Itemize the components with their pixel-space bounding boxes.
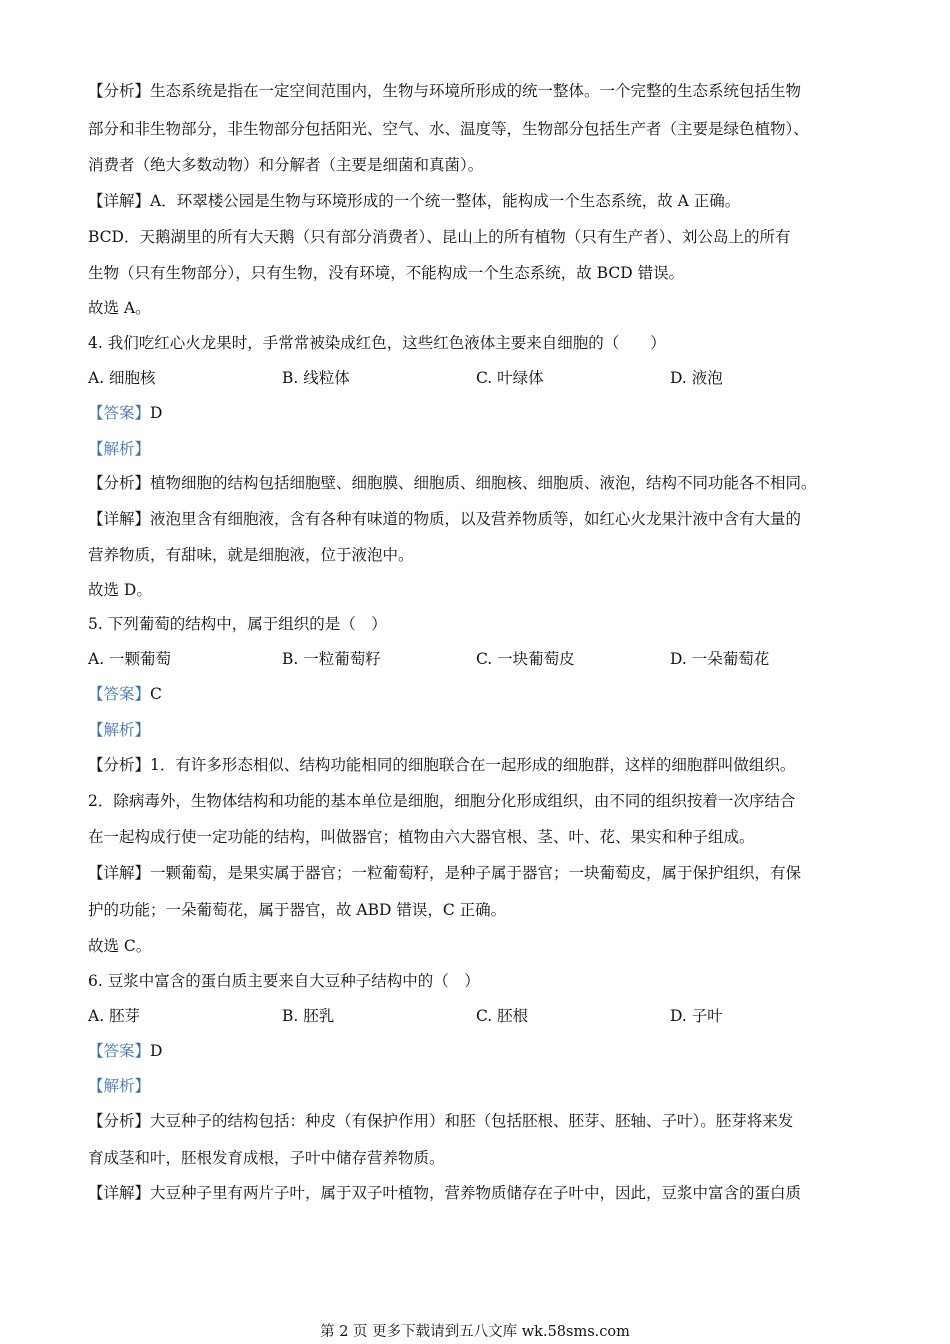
question-4-options	[88, 368, 868, 388]
text-line: 故选 A。	[88, 299, 151, 317]
text-line: 营养物质，有甜味，就是细胞液，位于液泡中。	[88, 546, 414, 564]
answer-value: D	[150, 404, 163, 422]
page-footer: 第 2 页 更多下载请到五八文库 wk.58sms.com	[320, 1324, 630, 1340]
answer-value: C	[150, 685, 162, 703]
question-6-options	[88, 1006, 868, 1026]
option-c: C. 一块葡萄皮	[476, 650, 575, 668]
text-line: 部分和非生物部分，非生物部分包括阳光、空气、水、温度等，生物部分包括生产者（主要是绿色植物）、	[88, 120, 809, 138]
answer-line	[88, 403, 162, 423]
analysis-tag: 【解析】	[88, 440, 151, 458]
option-d: D. 液泡	[670, 369, 723, 387]
option-a: A. 胚芽	[88, 1007, 141, 1025]
text-line: 【分析】植物细胞的结构包括细胞壁、细胞膜、细胞质、细胞核、细胞质、液泡，结构不同功能各不相同。	[88, 474, 817, 492]
text-line: 故选 D。	[88, 581, 152, 599]
text-line: 【分析】1．有许多形态相似、结构功能相同的细胞联合在一起形成的细胞群，这样的细胞群叫做组织。	[88, 756, 796, 774]
text-line: 2．除病毒外，生物体结构和功能的基本单位是细胞，细胞分化形成组织，由不同的组织按着一次序结合	[88, 792, 796, 810]
option-d: D. 一朵葡萄花	[670, 650, 770, 668]
text-line: 护的功能；一朵葡萄花，属于器官，故 ABD 错误，C 正确。	[88, 901, 507, 919]
option-b: B. 一粒葡萄籽	[282, 650, 381, 668]
text-line: 【详解】一颗葡萄，是果实属于器官；一粒葡萄籽，是种子属于器官；一块葡萄皮，属于保护组织，有保	[88, 864, 802, 882]
option-d: D. 子叶	[670, 1007, 723, 1025]
text-line: 【详解】A．环翠楼公园是生物与环境形成的一个统一整体，能构成一个生态系统，故 A 正确。	[88, 192, 741, 210]
option-c: C. 叶绿体	[476, 369, 544, 387]
question-4: 4. 我们吃红心火龙果时，手常常被染成红色，这些红色液体主要来自细胞的（ ）	[88, 334, 666, 352]
text-line: 消费者（绝大多数动物）和分解者（主要是细菌和真菌）。	[88, 156, 484, 174]
answer-line	[88, 1041, 162, 1061]
text-line: 【分析】生态系统是指在一定空间范围内，生物与环境所形成的统一整体。一个完整的生态系统包括生物	[88, 82, 802, 100]
text-line: 在一起构成行使一定功能的结构，叫做器官；植物由六大器官根、茎、叶、花、果实和种子组成。	[88, 828, 755, 846]
answer-line	[88, 684, 162, 704]
question-5: 5. 下列葡萄的结构中，属于组织的是（ ）	[88, 615, 387, 633]
question-5-options	[88, 649, 868, 669]
text-line: 故选 C。	[88, 937, 152, 955]
option-c: C. 胚根	[476, 1007, 529, 1025]
analysis-tag: 【解析】	[88, 721, 151, 739]
answer-value: D	[150, 1042, 163, 1060]
text-line: 【分析】大豆种子的结构包括：种皮（有保护作用）和胚（包括胚根、胚芽、胚轴、子叶）。胚芽将来发	[88, 1112, 794, 1130]
answer-tag: 【答案】	[88, 685, 151, 703]
answer-tag: 【答案】	[88, 1042, 151, 1060]
text-line: 【详解】液泡里含有细胞液，含有各种有味道的物质，以及营养物质等，如红心火龙果汁液中含有大量的	[88, 510, 802, 528]
option-b: B. 胚乳	[282, 1007, 335, 1025]
option-b: B. 线粒体	[282, 369, 350, 387]
text-line: 生物（只有生物部分），只有生物，没有环境，不能构成一个生态系统，故 BCD 错误。	[88, 264, 685, 282]
text-line: 育成茎和叶，胚根发育成根，子叶中储存营养物质。	[88, 1149, 445, 1167]
question-6: 6. 豆浆中富含的蛋白质主要来自大豆种子结构中的（ ）	[88, 972, 480, 990]
option-a: A. 细胞核	[88, 369, 156, 387]
answer-tag: 【答案】	[88, 404, 151, 422]
text-line: 【详解】大豆种子里有两片子叶，属于双子叶植物，营养物质储存在子叶中，因此，豆浆中富含的蛋白质	[88, 1184, 802, 1202]
option-a: A. 一颗葡萄	[88, 650, 172, 668]
text-line: BCD．天鹅湖里的所有大天鹅（只有部分消费者）、昆山上的所有植物（只有生产者）、刘公岛上的所有	[88, 228, 791, 246]
analysis-tag: 【解析】	[88, 1077, 151, 1095]
